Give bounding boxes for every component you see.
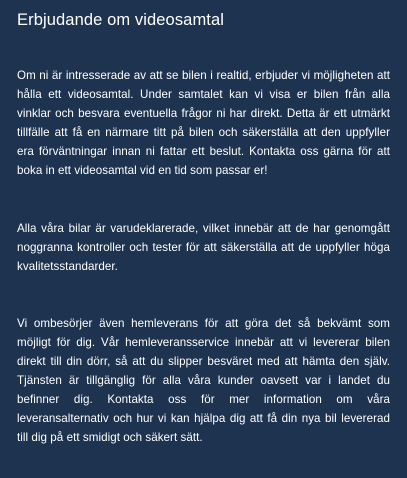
section-body: [17, 66, 390, 448]
paragraph-declared-cars: Alla våra bilar är varudeklarerade, vilket innebär att de har genomgått noggranna kontroller och tester för att säkerställa att de uppfyller höga kvalitetsstandarder.: [17, 221, 390, 273]
section-title: Erbjudande om videosamtal: [17, 11, 225, 29]
paragraph-home-delivery: Vi ombesörjer även hemleverans för att göra det så bekvämt som möjligt för dig. Vår hemleveransservice innebär att vi levererar bilen direkt till din dörr, så att du slipper besväret med att hämta den själv. Tjänsten är tillgänglig för alla våra kunder oavsett var i landet du befinner dig. Kontakta oss för mer information om våra leveransalternativ och hur vi kan hjälpa dig att få din nya bil levererad till dig på ett smidigt och säkert sätt.: [17, 316, 390, 445]
paragraph-video-call: Om ni är intresserade av att se bilen i realtid, erbjuder vi möjligheten att hålla ett videosamtal. Under samtalet kan vi visa er bilen från alla vinklar och besvara eventuella frågor ni har direkt. Detta är ett utmärkt tillfälle att få en närmare titt på bilen och säkerställa att den uppfyller era förväntningar innan ni fattar ett beslut. Kontakta oss gärna för att boka in ett videosamtal vid en tid som passar er!: [17, 69, 390, 178]
